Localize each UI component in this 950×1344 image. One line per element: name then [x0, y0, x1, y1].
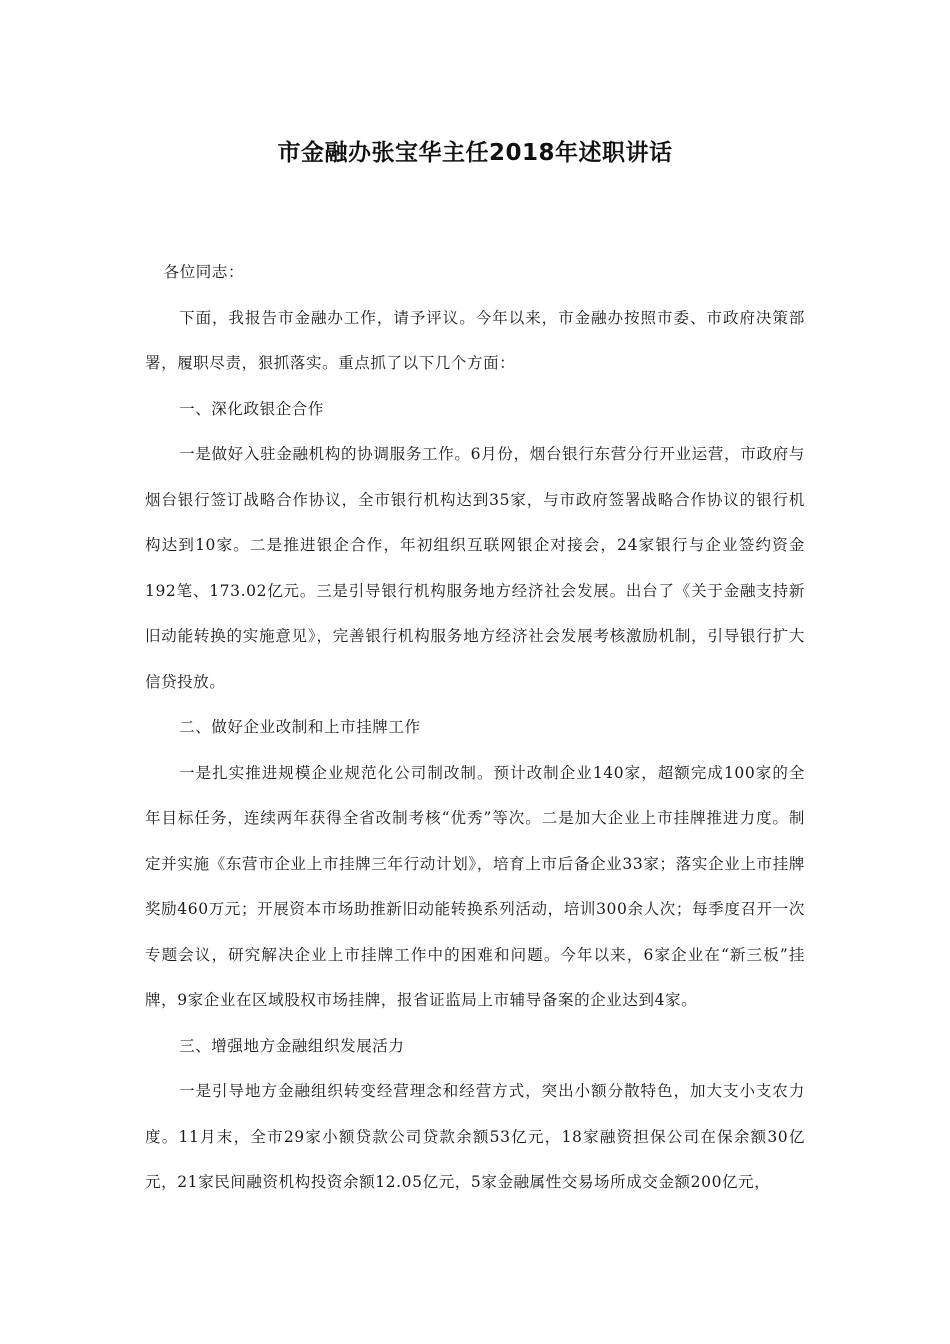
- paragraph-section-2: 一是扎实推进规模企业规范化公司制改制。预计改制企业140家，超额完成100家的全年目标任务，连续两年获得全省改制考核“优秀”等次。二是加大企业上市挂牌推进力度。制定并实施《东营市企业上市挂牌三年行动计划》，培育上市后备企业33家；落实企业上市挂牌奖励460万元；开展资本市场助推新旧动能转换系列活动，培训300余人次；每季度召开一次专题会议，研究解决企业上市挂牌工作中的困难和问题。今年以来，6家企业在“新三板”挂牌，9家企业在区域股权市场挂牌，报省证监局上市辅导备案的企业达到4家。: [145, 763, 805, 1009]
- section-heading-3: 三、增强地方金融组织发展活力: [179, 1036, 405, 1055]
- salutation: 各位同志：: [163, 263, 245, 281]
- section-heading-2: 二、做好企业改制和上市挂牌工作: [179, 718, 421, 736]
- paragraph-intro: 下面，我报告市金融办工作，请予评议。今年以来，市金融办按照市委、市政府决策部署，履职尽责，狠抓落实。重点抓了以下几个方面：: [145, 308, 805, 372]
- paragraph-section-1: 一是做好入驻金融机构的协调服务工作。6月份，烟台银行东营分行开业运营，市政府与烟台银行签订战略合作协议，全市银行机构达到35家，与市政府签署战略合作协议的银行机构达到10家。二是推进银企合作，年初组织互联网银企对接会，24家银行与企业签约资金192笔、173.02亿元。三是引导银行机构服务地方经济社会发展。出台了《关于金融支持新旧动能转换的实施意见》，完善银行机构服务地方经济社会发展考核激励机制，引导银行扩大信贷投放。: [145, 445, 805, 691]
- document-title: 市金融办张宝华主任2018年述职讲话: [277, 140, 673, 166]
- document-body: [145, 250, 805, 1206]
- section-heading-1: 一、深化政银企合作: [179, 399, 324, 418]
- paragraph-section-3: 一是引导地方金融组织转变经营理念和经营方式，突出小额分散特色，加大支小支农力度。11月末，全市29家小额贷款公司贷款余额53亿元，18家融资担保公司在保余额30亿元，21家民间融资机构投资余额12.05亿元，5家金融属性交易场所成交金额200亿元，: [145, 1082, 805, 1191]
